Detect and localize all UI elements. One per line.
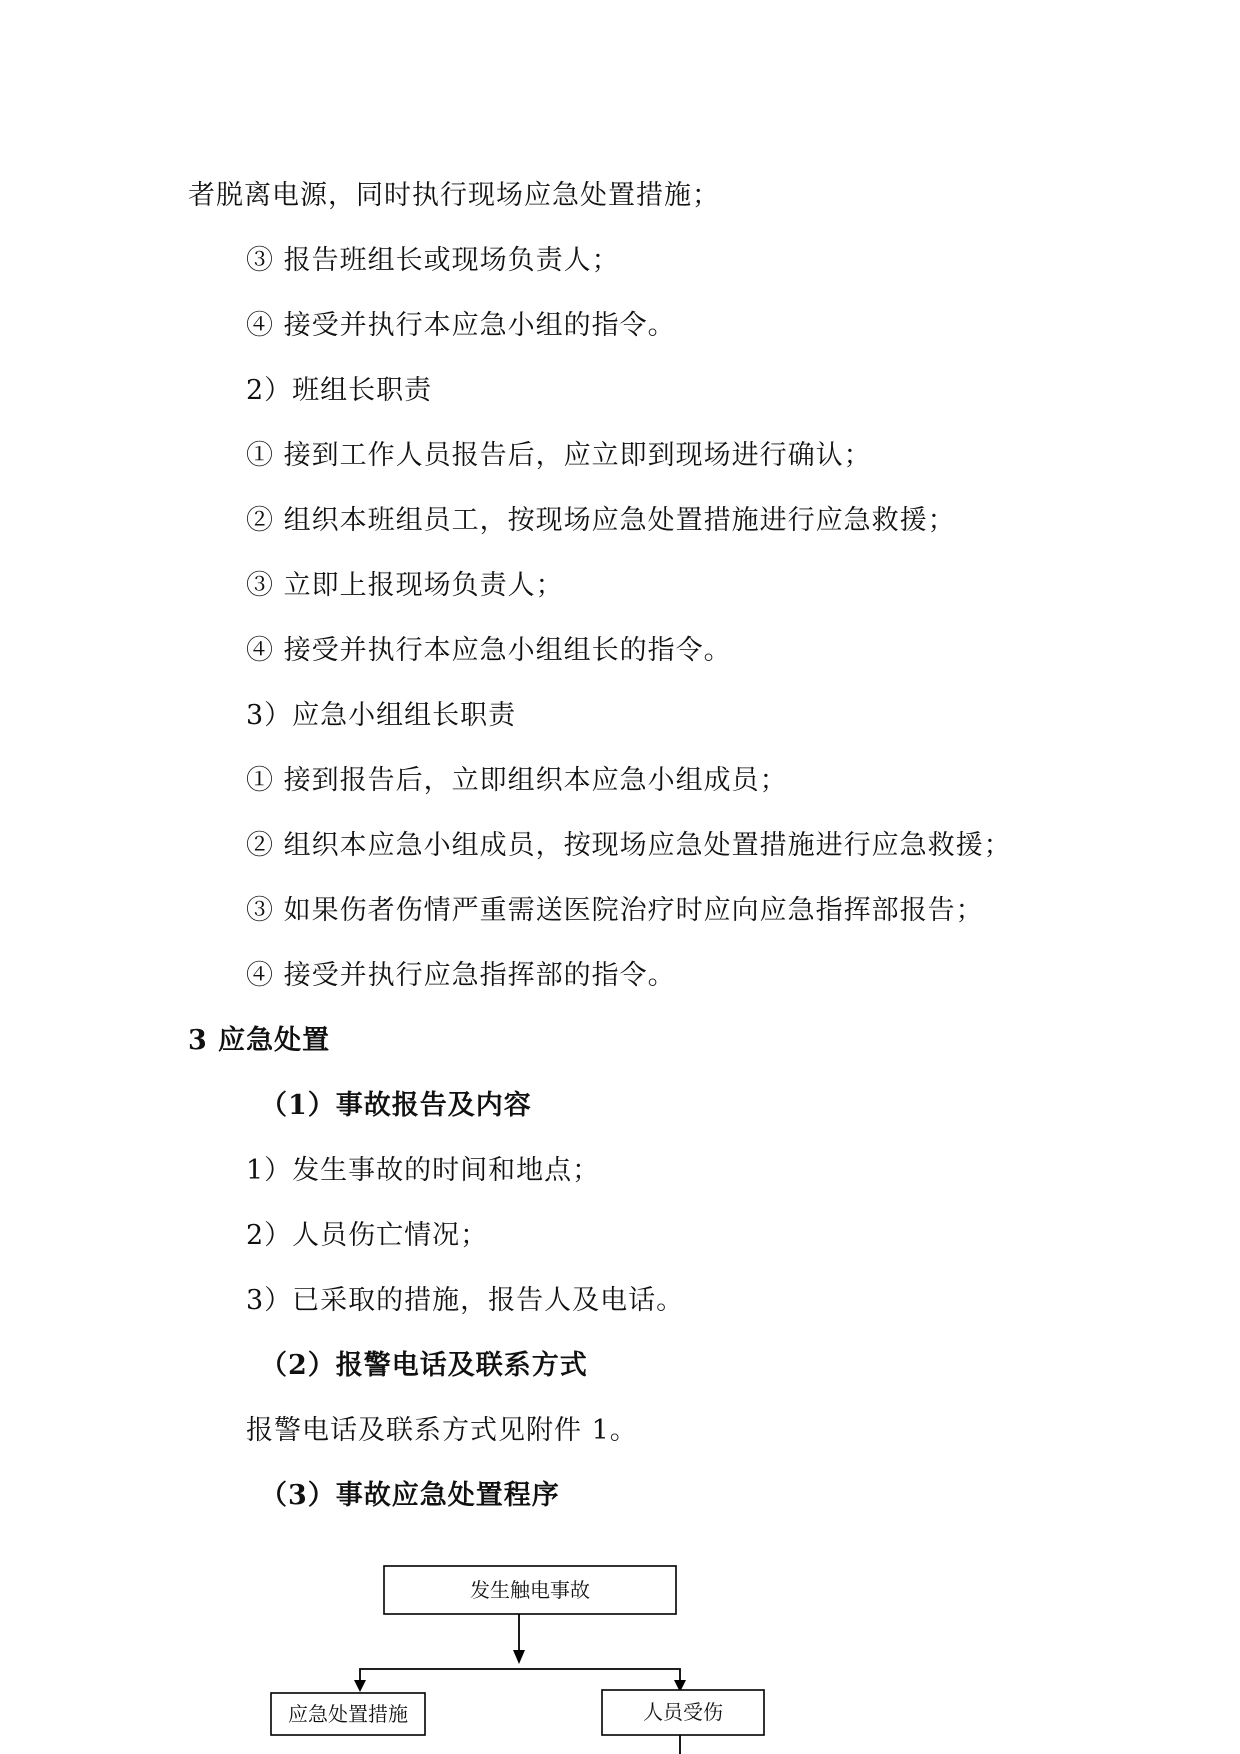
list-item: 3）已采取的措施，报告人及电话。 (246, 1285, 685, 1316)
paragraph-line: 报警电话及联系方式见附件 1。 (246, 1415, 638, 1446)
list-item: ② 组织本应急小组成员，按现场应急处置措施进行应急救援； (246, 830, 1012, 861)
list-item: ③ 报告班组长或现场负责人； (246, 245, 620, 276)
list-item: ④ 接受并执行本应急小组的指令。 (246, 310, 676, 341)
list-item: ④ 接受并执行应急指挥部的指令。 (246, 960, 676, 991)
flow-box-right-label: 人员受伤 (643, 1700, 723, 1724)
list-item: 2）人员伤亡情况； (246, 1220, 489, 1251)
list-item: 1）发生事故的时间和地点； (246, 1155, 601, 1186)
list-item: ① 接到报告后，立即组织本应急小组成员； (246, 765, 788, 796)
subsection-heading: （2）报警电话及联系方式 (260, 1350, 588, 1381)
subsection-heading: （3）事故应急处置程序 (260, 1480, 560, 1511)
list-item: ② 组织本班组员工，按现场应急处置措施进行应急救援； (246, 505, 956, 536)
list-item: ④ 接受并执行本应急小组组长的指令。 (246, 635, 732, 666)
list-item: ① 接到工作人员报告后，应立即到现场进行确认； (246, 440, 872, 471)
list-item: ③ 如果伤者伤情严重需送医院治疗时应向应急指挥部报告； (246, 895, 984, 926)
flow-branch-line (360, 1669, 680, 1684)
subsection-heading: （1）事故报告及内容 (260, 1090, 532, 1121)
flow-arrow-head (354, 1680, 366, 1692)
subsection-heading: 2）班组长职责 (246, 375, 433, 406)
flow-box-left-label: 应急处置措施 (288, 1702, 408, 1726)
list-item: ③ 立即上报现场负责人； (246, 570, 564, 601)
paragraph-line: 者脱离电源，同时执行现场应急处置措施； (188, 180, 720, 211)
subsection-heading: 3）应急小组组长职责 (246, 700, 517, 731)
flow-box-start-label: 发生触电事故 (470, 1578, 590, 1602)
section-heading: 3 应急处置 (188, 1025, 331, 1056)
flow-arrow-head (513, 1650, 525, 1664)
